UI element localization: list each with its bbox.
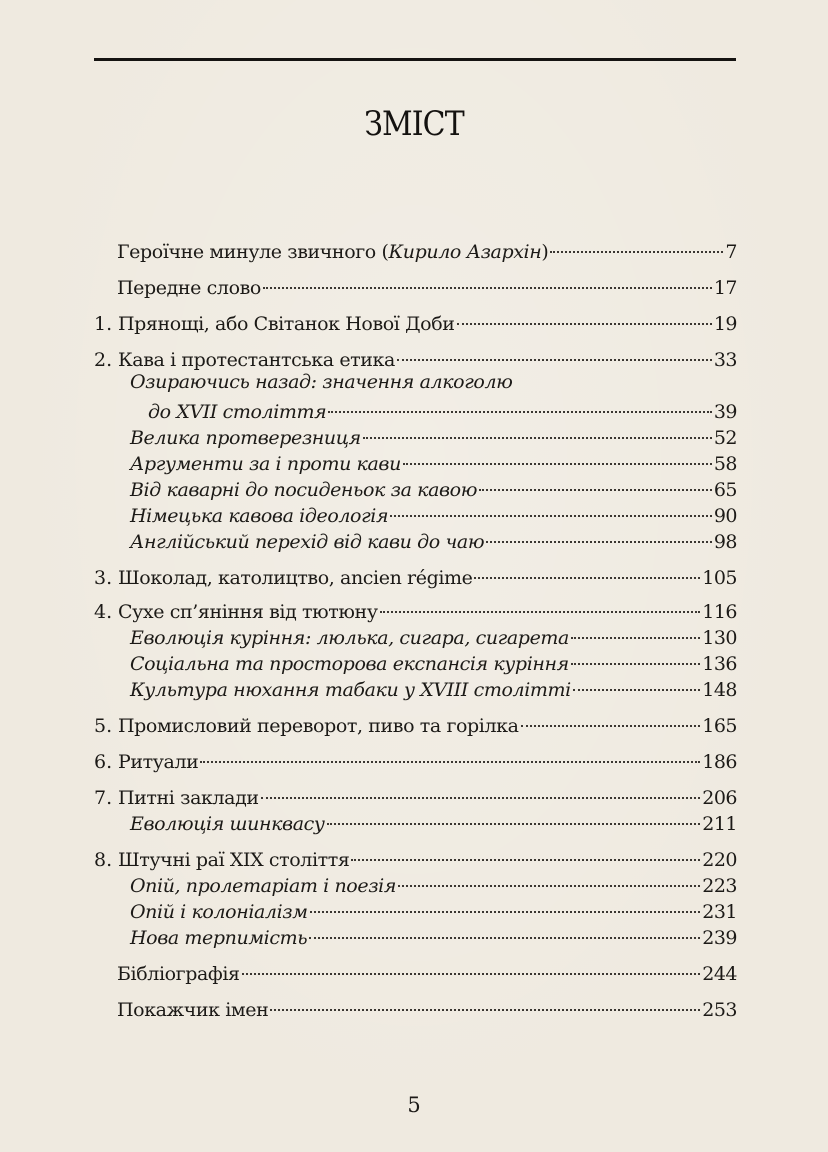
toc-entry-label: Питні заклади [118,787,259,809]
leader-dots [390,495,712,517]
toc-page-number: 90 [713,505,737,527]
leader-dots [550,231,723,253]
toc-page-number: 136 [702,653,737,675]
toc-entry-foreword-azarkhin[interactable] [117,236,737,264]
toc-entry-label: Від каварні до посиденьок за кавою [130,479,478,501]
toc-entry-label: Кава і протестантська етика [118,349,395,371]
leader-dots [261,777,701,799]
toc-page-number: 206 [702,787,737,809]
chapter-number: 5. [94,715,113,737]
toc-page-number: 130 [702,627,737,649]
toc-page-number: 17 [713,277,737,299]
toc-section-label-line1[interactable]: Озираючись назад: значення алкоголю [130,371,513,393]
leader-dots [270,989,700,1011]
toc-section-2-6[interactable] [130,526,737,554]
leader-dots [479,469,712,491]
leader-dots [363,417,712,439]
toc-page-number: 105 [702,567,737,589]
toc-entry-label: Еволюція шинквасу [130,813,325,835]
toc-chapter-5[interactable] [94,710,737,738]
toc-chapter-6[interactable] [94,746,737,774]
leader-dots [327,803,701,825]
leader-dots [571,617,700,639]
toc-section-8-3[interactable] [130,922,737,950]
leader-dots [398,865,700,887]
toc-entry-label: Нова терпимість [130,927,308,949]
toc-page-number: 148 [702,679,737,701]
toc-page-number: 7 [725,241,737,263]
toc-entry-label: Еволюція куріння: люлька, сигара, сигарета [130,627,569,649]
toc-page-number: 253 [702,999,737,1021]
toc-page-number: 98 [713,531,737,553]
toc-chapter-3[interactable] [94,562,737,590]
toc-page-number: 223 [702,875,737,897]
chapter-number: 6. [94,751,113,773]
toc-entry-label: Культура нюхання табаки у XVIII столітті [130,679,571,701]
page-title: ЗМІСТ [364,104,464,144]
toc-entry-label: до XVII століття [148,401,327,423]
toc-page-number: 52 [713,427,737,449]
toc-entry-label: Промисловий переворот, пиво та горілка [118,715,519,737]
toc-page-number: 19 [713,313,737,335]
toc-chapter-2[interactable] [94,344,737,372]
leader-dots [263,267,712,289]
leader-dots [380,591,701,613]
chapter-number: 3. [94,567,113,589]
toc-entry-label: Велика протверезниця [130,427,361,449]
toc-page-number: 186 [702,751,737,773]
leader-dots [397,339,712,361]
leader-dots [328,391,712,413]
chapter-number: 8. [94,849,113,871]
chapter-number: 7. [94,787,113,809]
toc-entry-label: Шоколад, католицтво, ancien régime [118,567,473,589]
toc-page-number: 65 [713,479,737,501]
toc-page-number: 211 [702,813,737,835]
toc-page-number: 33 [713,349,737,371]
toc-page-number: 220 [702,849,737,871]
page-number-folio: 5 [407,1093,421,1117]
toc-page-number: 39 [713,401,737,423]
toc-section-4-3[interactable] [130,674,737,702]
toc-entry-label: Сухе сп’яніння від тютюну [118,601,378,623]
toc-entry-label: Покажчик імен [117,999,269,1021]
toc-chapter-1[interactable] [94,308,737,336]
toc-entry-name-index[interactable] [117,994,737,1022]
leader-dots [351,839,700,861]
toc-entry-label: Штучні раї XIX століття [118,849,350,871]
toc-entry-label: Ритуали [118,751,199,773]
leader-dots [403,443,712,465]
leader-dots [521,705,701,727]
toc-entry-label: Передне слово [117,277,261,299]
toc-entry-label: Героїчне минуле звичного (Кирило Азархін) [117,241,549,263]
top-rule-divider [94,58,736,61]
toc-entry-preface[interactable] [117,272,737,300]
leader-dots [457,303,712,325]
toc-entry-label: Соціальна та просторова експансія куріння [130,653,569,675]
toc-entry-label: Англійський перехід від кави до чаю [130,531,485,553]
leader-dots [571,643,700,665]
toc-entry-label: Опій і колоніалізм [130,901,308,923]
chapter-number: 4. [94,601,113,623]
toc-page-number: 244 [702,963,737,985]
toc-entry-bibliography[interactable] [117,958,737,986]
toc-entry-label: Бібліографія [117,963,240,985]
leader-dots [474,557,700,579]
leader-dots [200,741,700,763]
toc-page-number: 239 [702,927,737,949]
toc-entry-label: Прянощі, або Світанок Нової Доби [118,313,455,335]
leader-dots [309,917,700,939]
leader-dots [573,669,700,691]
leader-dots [486,521,712,543]
toc-page-number: 231 [702,901,737,923]
leader-dots [310,891,701,913]
toc-page-number: 116 [702,601,737,623]
toc-entry-label: Аргументи за і проти кави [130,453,401,475]
toc-entry-label: Німецька кавова ідеологія [130,505,389,527]
chapter-number: 1. [94,313,113,335]
toc-page-number: 58 [713,453,737,475]
toc-page-number: 165 [702,715,737,737]
toc-section-7-1[interactable] [130,808,737,836]
toc-entry-label: Опій, пролетаріат і поезія [130,875,397,897]
leader-dots [242,953,701,975]
chapter-number: 2. [94,349,113,371]
